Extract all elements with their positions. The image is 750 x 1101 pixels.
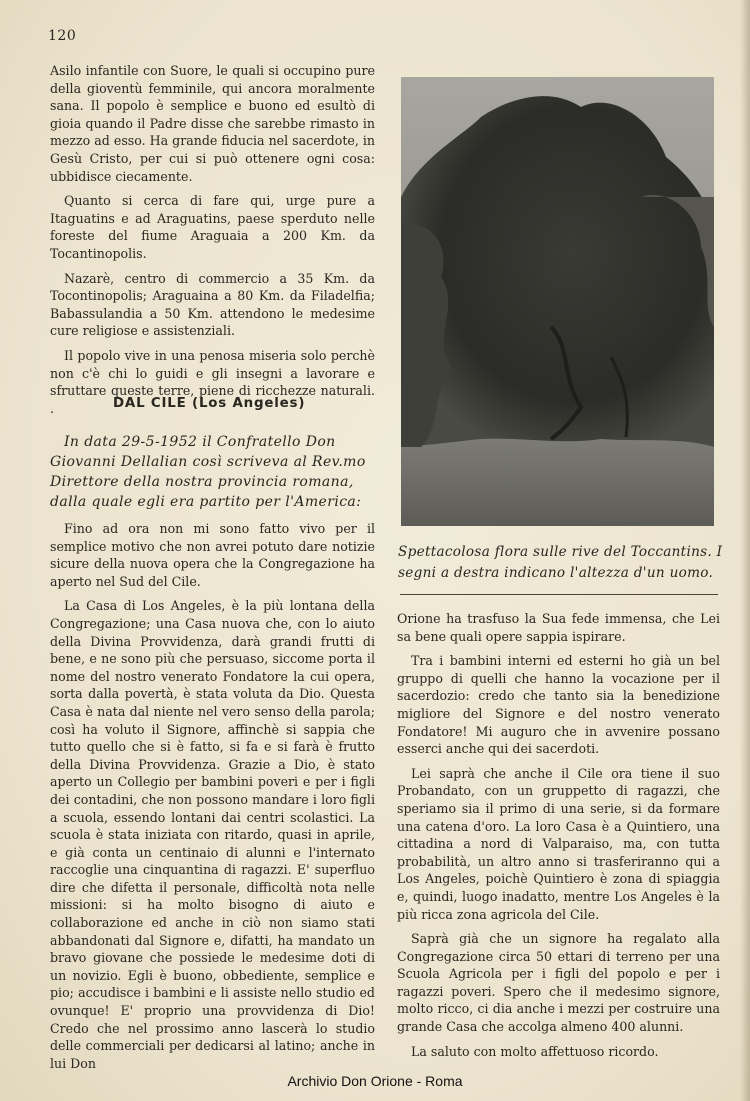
paragraph: La Casa di Los Angeles, è la più lontana della Congregazione; una Casa nuova che, con lo aiuto della Divina Provvidenza, darà grandi frutti di bene, e ne sono più che persuaso, siccome porta il nome del nostro venerato Fondatore la cui opera, sorta dalla povertà, è stata voluta da Dio. Questa Casa è nata dal niente nel vero senso della parola; così ha voluto il Signore, affinchè si sappia che tutto quello che si è fatto, si fa e si farà è frutto della Divina Provvidenza. Grazie a Dio, è stato aperto un Collegio per bambini poveri e per i figli dei contadini, che non possono mandare i loro figli a scuola, essendo lontani dai centri scolastici. La scuola è stata iniziata con ritardo, quasi in aprile, e già conta un centinaio di alunni e l'internato raccoglie una cinquantina di ragazzi. E' superfluo dire che difetta il personale, difficoltà nota nelle missioni: si ha molto bisogno di aiuto e collaborazione ed anche in ciò non siamo stati abbandonati dal Signore e, difatti, ha mandato un bravo giovane che possiede le medesime doti di un novizio. Egli è buono, obbediente, semplice e pio; accudisce i bambini e li assiste nello studio ed ovunque! E' proprio una provvidenza di Dio! Credo che nel prossimo anno lascerà lo studio delle commerciali per dedicarsi al latino; anche in lui Don: [50, 598, 375, 1071]
paragraph: Lei saprà che anche il Cile ora tiene il suo Probandato, con un gruppetto di ragazzi, che speriamo sia il primo di una serie, si da formare una catena d'oro. La loro Casa è a Quintiero, una cittadina a nord di Valparaiso, ma, con tutta probabilità, un altro anno si trasferiranno qui a Los Angeles, poichè Quintiero è zona di spiaggia e, quindi, luogo inadatto, mentre Los Angeles è la più ricca zona agricola del Cile.: [397, 765, 720, 922]
paragraph: Fino ad ora non mi sono fatto vivo per il semplice motivo che non avrei potuto dare notizie sicure della nuova opera che la Congregazione ha aperto nel Sud del Cile.: [50, 521, 375, 589]
paragraph: Asilo infantile con Suore, le quali si occupino pure della gioventù femminile, qui ancora moralmente sana. Il popolo è semplice e buono ed esultò di gioia quando il Padre disse che sarebbe rimasto in mezzo ad esso. Ha grande fiducia nel sacerdote, in Gesù Cristo, per cui si può ottenere ogni cosa: ubbidisce ciecamente.: [50, 63, 375, 184]
paragraph: Nazarè, centro di commercio a 35 Km. da Tocontinopolis; Araguaina a 80 Km. da Filadelfia; Babassulandia a 50 Km. attendono le medesime cure religiose e assistenziali.: [50, 270, 375, 339]
paragraph: Tra i bambini interni ed esterni ho già un bel gruppo di quelli che hanno la vocazione per il sacerdozio: credo che tanto sia la benedizione migliore del Signore e del nostro venerato Fondatore! Mi auguro che in avvenire possano esserci anche qui dei sacerdoti.: [397, 653, 720, 757]
paragraph: Quanto si cerca di fare qui, urge pure a Itaguatins e ad Araguatins, paese sperduto nelle foreste del fiume Araguaia a 200 Km. da Tocantinopolis.: [50, 193, 375, 261]
letter-body-left: [50, 520, 375, 1072]
intro-italic: In data 29-5-1952 il Confratello Don Giovanni Dellalian così scriveva al Rev.mo Direttore della nostra provincia romana, dalla quale egli era partito per l'America:: [50, 434, 366, 510]
photo-flora: [401, 77, 714, 526]
section-heading: DAL CILE (Los Angeles): [113, 396, 306, 411]
page-edge-shadow: [740, 0, 750, 1101]
archive-footer: Archivio Don Orione - Roma: [287, 1073, 463, 1089]
page-number: 120: [48, 28, 77, 44]
paragraph: La saluto con molto affettuoso ricordo.: [411, 1043, 659, 1059]
paragraph: Orione ha trasfuso la Sua fede immensa, che Lei sa bene quali opere sappia ispirare.: [397, 611, 720, 644]
paragraph: Saprà già che un signore ha regalato alla Congregazione circa 50 ettari di terreno per una Scuola Agricola per i figli del popolo e per i ragazzi poveri. Spero che il medesimo signore, molto ricco, ci dia anche i mezzi per costruire una grande Casa che accolga almeno 400 alunni.: [397, 931, 720, 1035]
paragraph: Il popolo vive in una penosa miseria solo perchè non c'è chi lo guidi e gli insegni a lavorare e sfruttare queste terre, piene di ricchezze naturali. .: [50, 347, 375, 416]
caption-divider: [400, 594, 718, 595]
photo-image: [401, 77, 714, 526]
letter-body-right: [397, 610, 720, 1060]
left-column-top: [50, 62, 375, 417]
photo-caption: Spettacolosa flora sulle rive del Toccantins. I segni a destra indicano l'altezza d'un uomo.: [398, 544, 723, 581]
